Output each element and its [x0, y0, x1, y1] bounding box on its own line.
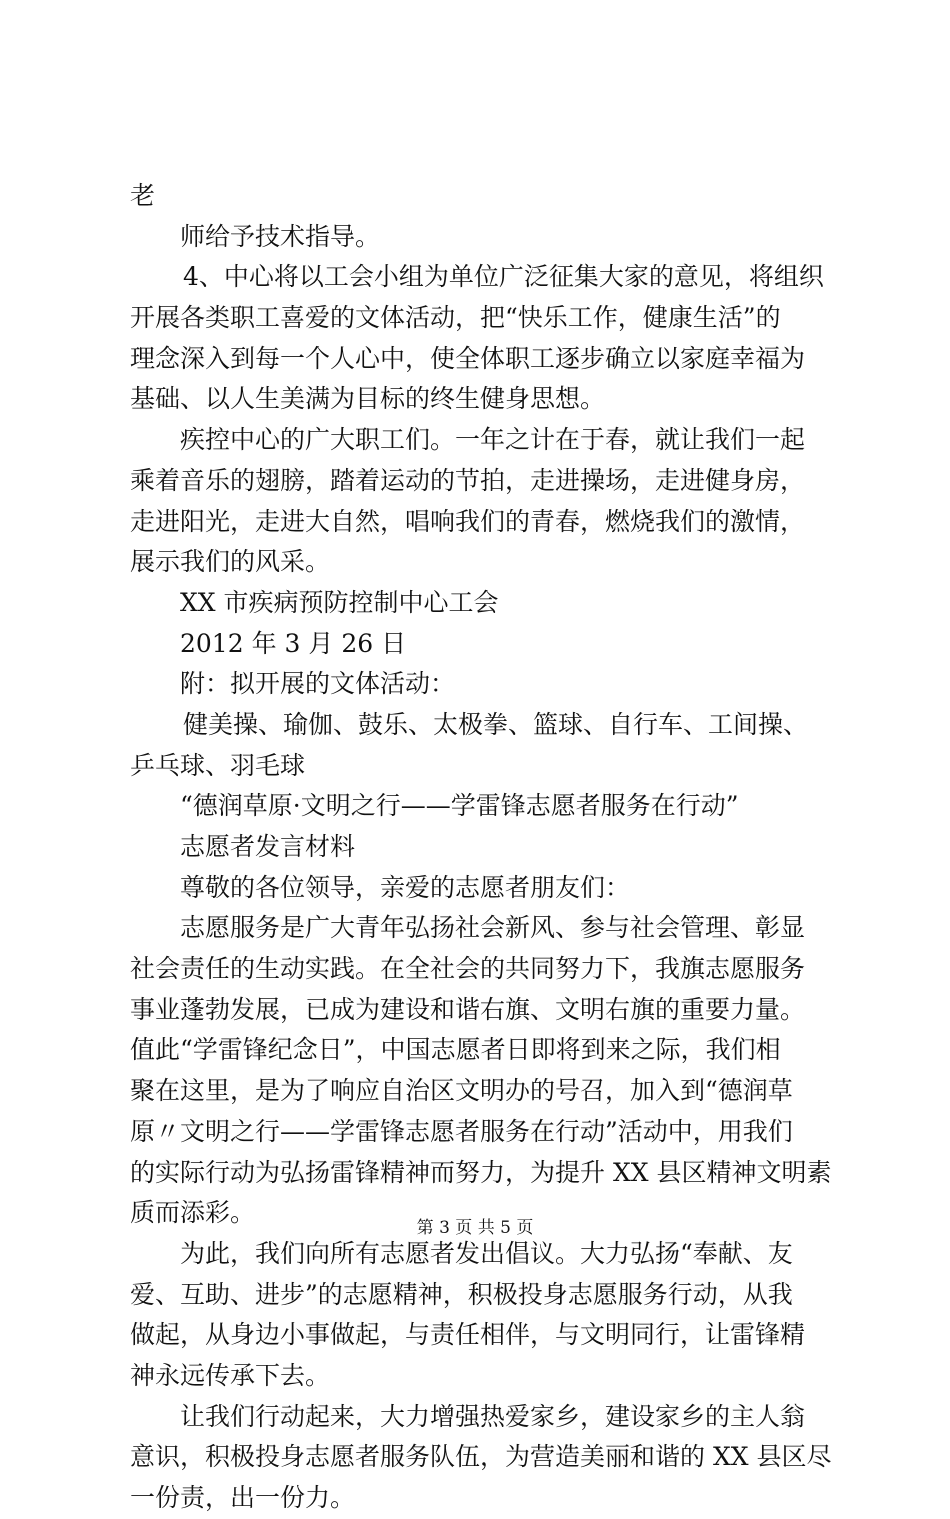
text-line: 尊敬的各位领导，亲爱的志愿者朋友们：: [180, 872, 631, 902]
text-line: 4、中心将以工会小组为单位广泛征集大家的意见，将组织: [183, 262, 824, 292]
text-line: 健美操、瑜伽、鼓乐、太极拳、篮球、自行车、工间操、: [183, 709, 809, 739]
text-line: 为此，我们向所有志愿者发出倡议。大力弘扬“奉献、友: [180, 1238, 793, 1268]
text-line: 开展各类职工喜爱的文体活动，把“快乐工作，健康生活”的: [130, 303, 781, 333]
page-number-footer: 第 3 页 共 5 页: [416, 1218, 534, 1238]
text-line: 疾控中心的广大职工们。一年之计在于春，就让我们一起: [180, 425, 806, 455]
text-line: 志愿服务是广大青年弘扬社会新风、参与社会管理、彰显: [180, 913, 806, 943]
text-line: 爱、互助、进步”的志愿精神，积极投身志愿服务行动，从我: [130, 1279, 793, 1309]
text-line: 事业蓬勃发展，已成为建设和谐右旗、文明右旗的重要力量。: [130, 994, 806, 1024]
text-line: 原〃文明之行——学雷锋志愿者服务在行动”活动中，用我们: [130, 1116, 793, 1146]
text-line: 师给予技术指导。: [180, 221, 381, 251]
text-line: 做起，从身边小事做起，与责任相伴，与文明同行，让雷锋精: [130, 1320, 806, 1350]
text-line: 的实际行动为弘扬雷锋精神而努力，为提升 XX 县区精神文明素: [130, 1157, 832, 1187]
text-line: 意识，积极投身志愿者服务队伍，为营造美丽和谐的 XX 县区尽: [130, 1442, 832, 1472]
text-line: 志愿者发言材料: [180, 832, 356, 861]
text-line: 展示我们的风采。: [130, 547, 331, 577]
text-line: 社会责任的生动实践。在全社会的共同努力下，我旗志愿服务: [130, 954, 806, 984]
text-line: 一份责，出一份力。: [130, 1483, 356, 1512]
text-line: 走进阳光，走进大自然，唱响我们的青春，燃烧我们的激情，: [130, 506, 806, 536]
text-line: 理念深入到每一个人心中，使全体职工逐步确立以家庭幸福为: [130, 343, 806, 373]
text-line: 聚在这里，是为了响应自治区文明办的号召，加入到“德润草: [130, 1076, 793, 1106]
text-line: 基础、以人生美满为目标的终生健身思想。: [130, 384, 606, 414]
text-line: 神永远传承下去。: [130, 1360, 331, 1390]
text-line: 老: [130, 181, 156, 210]
text-line: “德润草原·文明之行——学雷锋志愿者服务在行动”: [180, 791, 739, 821]
text-line: 乘着音乐的翅膀，踏着运动的节拍，走进操场，走进健身房，: [130, 465, 806, 495]
text-line: 质而添彩。: [130, 1198, 256, 1228]
text-line: 值此“学雷锋纪念日”，中国志愿者日即将到来之际，我们相: [130, 1035, 781, 1065]
text-line: XX 市疾病预防控制中心工会: [180, 587, 499, 617]
text-line: 附：拟开展的文体活动：: [180, 669, 456, 699]
document-body: [130, 176, 830, 1519]
text-line: 乒乓球、羽毛球: [130, 750, 306, 780]
text-line: 2012 年 3 月 26 日: [180, 628, 407, 658]
text-line: 让我们行动起来，大力增强热爱家乡，建设家乡的主人翁: [180, 1401, 806, 1431]
